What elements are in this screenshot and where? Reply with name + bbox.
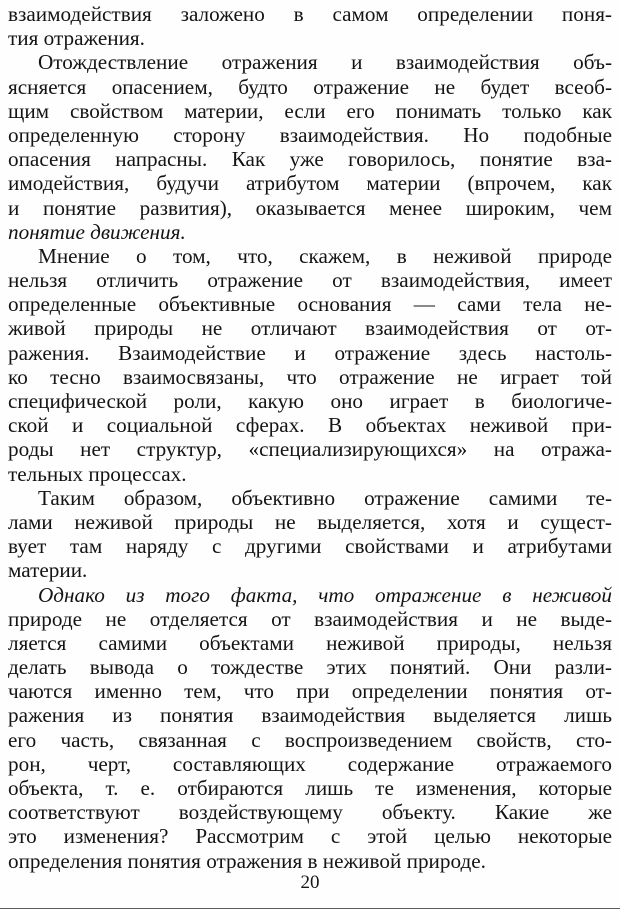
text-line: ской и социальной сферах. В объектах неживой при- (8, 413, 612, 438)
text-line: объекта, т. е. отбираются лишь те изменения, которые (8, 776, 612, 800)
text-line: определения понятия отражения в неживой природе. (8, 848, 486, 873)
text-line: имодействия, будучи атрибутом материи (впрочем, как (8, 171, 612, 196)
text-line: и понятие развития), оказывается менее широким, чем (8, 195, 612, 220)
text-line: вует там наряду с другими свойствами и атрибутами (8, 534, 612, 559)
text-line: специфической роли, какую оно играет в биологиче- (8, 389, 612, 413)
text-line: материи. (8, 558, 88, 583)
text-line: природе не отделяется от взаимодействия и не выде- (8, 606, 612, 631)
text-line: чаются именно тем, что при определении понятия от- (8, 679, 612, 704)
text-line: нельзя отличить отражение от взаимодействия, имеет (8, 268, 612, 293)
bottom-rule (0, 908, 620, 909)
text-line: определенные объективные основания — сами тела не- (8, 292, 612, 317)
text-line: ражения из понятия взаимодействия выделяется лишь (8, 703, 612, 728)
text-line: Отождествление отражения и взаимодействия объ- (38, 50, 612, 75)
text-line: тельных процессах. (8, 461, 187, 486)
body-text (8, 2, 612, 873)
text-line: взаимодействия заложено в самом определении поня- (8, 2, 612, 26)
text-line: лами неживой природы не выделяется, хотя и сущест- (8, 509, 612, 534)
text-line: щим свойством материи, если его понимать только как (8, 98, 612, 123)
text-line: понятие движения. (8, 219, 186, 244)
text-line: тия отражения. (8, 26, 145, 51)
text-line: соответствуют воздействующему объекту. Какие же (8, 800, 612, 825)
page-number: 20 (300, 872, 320, 893)
text-line: опасения напрасны. Как уже говорилось, понятие вза- (8, 147, 612, 172)
text-line: ляется самими объектами неживой природы, нельзя (8, 630, 612, 655)
text-line: ражения. Взаимодействие и отражение здесь настоль- (8, 340, 612, 365)
text-line: роды нет структур, «специализирующихся» на отража- (8, 437, 612, 462)
text-line: рон, черт, составляющих содержание отражаемого (8, 751, 612, 776)
text-line: это изменения? Рассмотрим с этой целью некоторые (8, 824, 612, 849)
text-line: Мнение о том, что, скажем, в неживой природе (38, 243, 612, 268)
text-line: живой природы не отличают взаимодействия от от- (8, 316, 612, 341)
text-line: Однако из того факта, что отражение в неживой (38, 582, 612, 607)
text-line: ко тесно взаимосвязаны, что отражение не играет той (8, 364, 612, 389)
text-line: ясняется опасением, будто отражение не будет всеоб- (8, 74, 612, 99)
text-line: Таким образом, объективно отражение самими те- (38, 485, 612, 510)
text-line: определенную сторону взаимодействия. Но подобные (8, 122, 612, 147)
text-line: делать вывода о тождестве этих понятий. Они разли- (8, 655, 612, 680)
text-line: его часть, связанная с воспроизведением свойств, сто- (8, 727, 612, 752)
